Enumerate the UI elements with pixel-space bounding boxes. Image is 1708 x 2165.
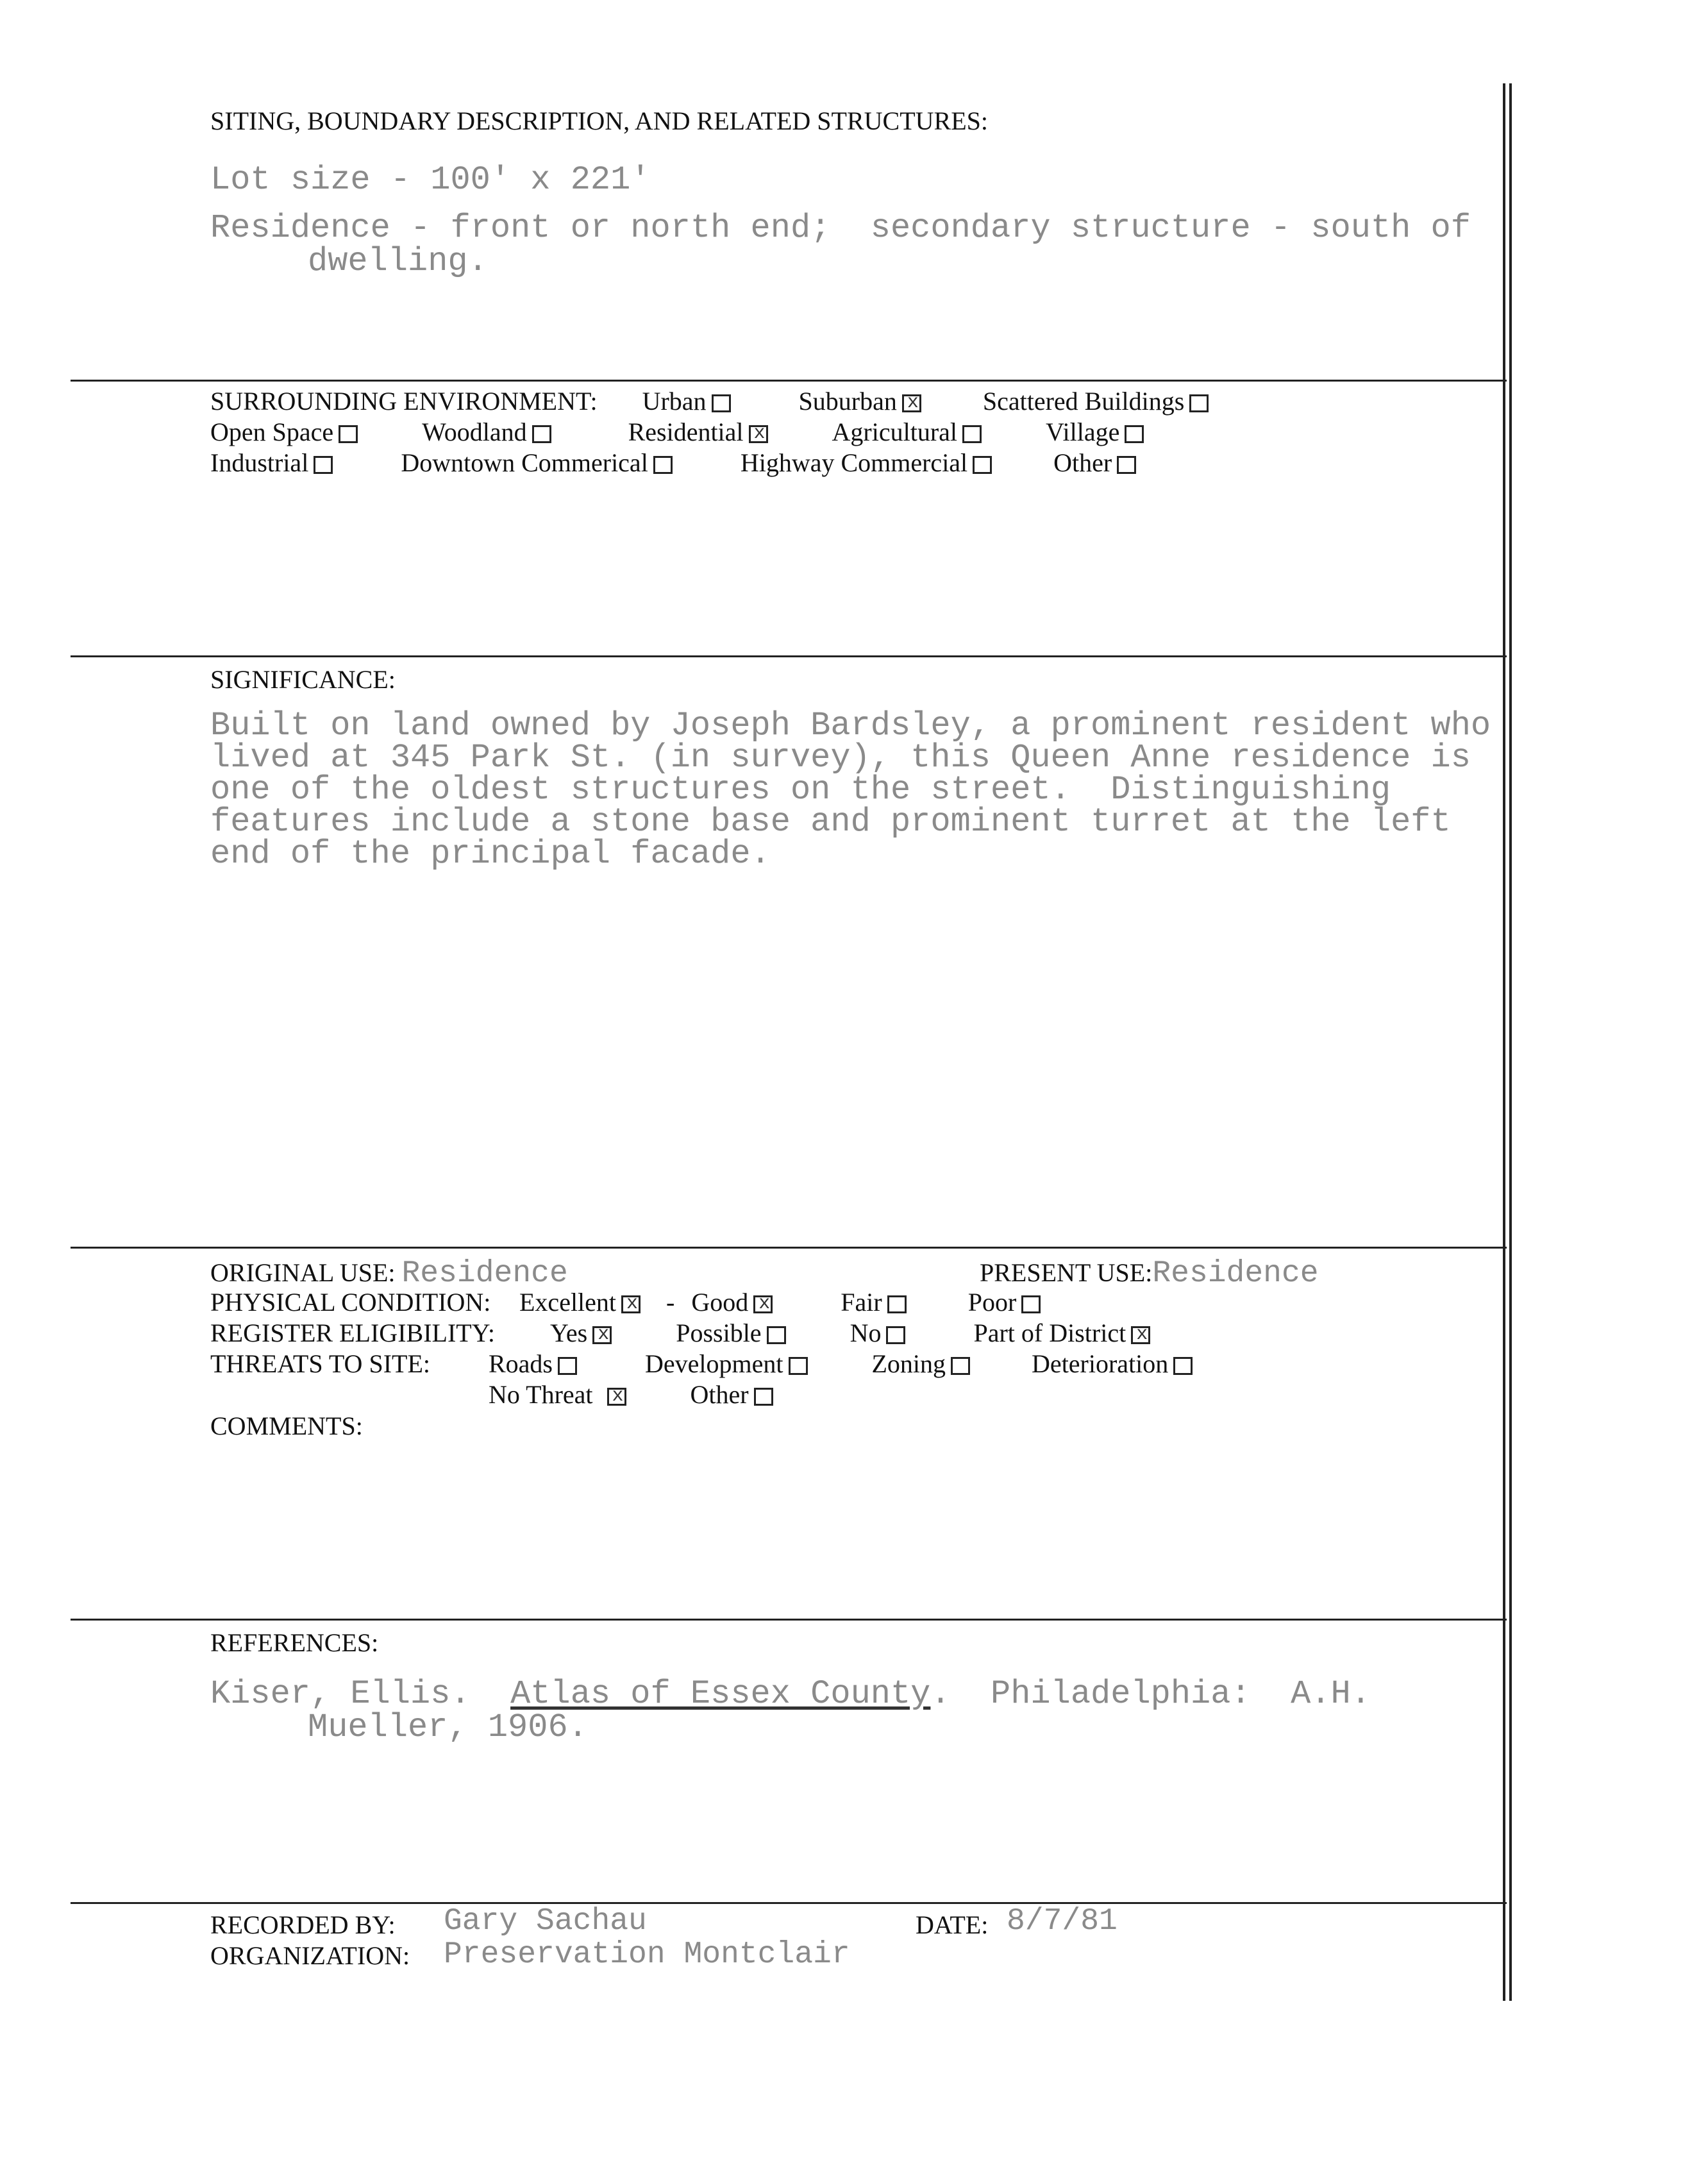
village-label: Village [1046,417,1120,446]
threats-options-row-1 [489,1349,1193,1379]
fair-checkbox[interactable] [887,1295,907,1313]
significance-line: features include a stone base and prominent turret at the left [210,803,1451,841]
environment-row-3 [210,448,1136,478]
organization-value: Preservation Montclair [444,1937,850,1972]
siting-line-3: dwelling. [308,242,488,280]
other-threat-label: Other [690,1380,749,1409]
woodland-checkbox[interactable] [532,425,551,443]
no-threat-checkbox[interactable] [607,1388,626,1406]
development-label: Development [645,1349,783,1378]
scattered-buildings-checkbox[interactable] [1189,394,1209,412]
section-divider [71,1247,1507,1249]
urban-label: Urban [642,387,707,416]
reference-title: Atlas of Essex County [510,1675,931,1713]
section-divider [71,1902,1507,1904]
zoning-checkbox[interactable] [951,1357,970,1375]
scattered-buildings-label: Scattered Buildings [982,387,1185,416]
yes-checkbox[interactable] [592,1326,612,1344]
reference-line-1 [210,1675,1371,1713]
part-of-district-checkbox[interactable] [1131,1326,1150,1344]
present-use-value: Residence [1152,1256,1319,1291]
woodland-label: Woodland [422,417,527,446]
right-border-line-inner [1509,83,1512,2001]
register-eligibility-label: REGISTER ELIGIBILITY: [210,1318,496,1347]
industrial-label: Industrial [210,448,309,477]
threats-label: THREATS TO SITE: [210,1349,430,1378]
threats-options-row-2 [489,1379,773,1410]
open-space-label: Open Space [210,417,334,446]
environment-row-1 [210,386,1209,417]
development-checkbox[interactable] [789,1357,808,1375]
no-label: No [850,1318,882,1347]
reference-line-2: Mueller, 1906. [308,1708,588,1746]
recorded-by-value: Gary Sachau [444,1904,647,1939]
village-checkbox[interactable] [1125,425,1144,443]
environment-heading: SURROUNDING ENVIRONMENT: [210,387,598,416]
poor-checkbox[interactable] [1021,1295,1041,1313]
siting-line-1: Lot size - 100' x 221' [210,161,651,199]
significance-line: one of the oldest structures on the street. Distinguishing [210,771,1391,809]
highway-commercial-label: Highway Commercial [740,448,968,477]
agricultural-label: Agricultural [832,417,958,446]
suburban-label: Suburban [798,387,897,416]
other-environment-checkbox[interactable] [1117,456,1136,474]
condition-dash: - [666,1288,675,1317]
present-use-row [980,1257,1319,1290]
downtown-commercial-label: Downtown Commerical [401,448,648,477]
yes-label: Yes [550,1318,588,1347]
possible-label: Possible [676,1318,762,1347]
section-divider [71,1619,1507,1621]
residential-label: Residential [628,417,744,446]
present-use-label: PRESENT USE: [980,1258,1153,1287]
reference-author: Kiser, Ellis. [210,1675,511,1713]
agricultural-checkbox[interactable] [962,425,982,443]
right-border-line [1503,83,1505,2001]
register-eligibility-options [550,1318,1150,1349]
other-environment-label: Other [1053,448,1112,477]
significance-line: end of the principal facade. [210,835,771,873]
environment-row-2 [210,417,1144,448]
open-space-checkbox[interactable] [339,425,358,443]
date-value: 8/7/81 [1007,1904,1118,1939]
good-checkbox[interactable] [753,1295,773,1313]
industrial-checkbox[interactable] [314,456,333,474]
other-threat-checkbox[interactable] [754,1388,773,1406]
comments-label: COMMENTS: [210,1411,363,1440]
date-label: DATE: [916,1910,989,1939]
urban-checkbox[interactable] [712,394,731,412]
suburban-checkbox[interactable] [902,394,921,412]
original-use-row [210,1257,568,1290]
references-heading: REFERENCES: [210,1628,379,1657]
recorded-by-label: RECORDED BY: [210,1910,396,1939]
physical-condition-options [519,1287,1041,1318]
residential-checkbox[interactable] [749,425,768,443]
part-of-district-label: Part of District [973,1318,1126,1347]
poor-label: Poor [967,1288,1017,1317]
organization-label: ORGANIZATION: [210,1941,410,1970]
excellent-label: Excellent [519,1288,617,1317]
deterioration-checkbox[interactable] [1173,1357,1193,1375]
roads-label: Roads [489,1349,553,1378]
no-checkbox[interactable] [886,1326,905,1344]
highway-commercial-checkbox[interactable] [973,456,992,474]
deterioration-label: Deterioration [1032,1349,1169,1378]
good-label: Good [691,1288,749,1317]
no-threat-label: No Threat [489,1380,593,1409]
zoning-label: Zoning [871,1349,946,1378]
siting-line-2: Residence - front or north end; secondary structure - south of [210,209,1471,247]
possible-checkbox[interactable] [767,1326,786,1344]
physical-condition-label: PHYSICAL CONDITION: [210,1288,491,1317]
downtown-commercial-checkbox[interactable] [653,456,673,474]
section-divider [71,655,1507,657]
fair-label: Fair [841,1288,882,1317]
reference-publisher: . Philadelphia: A.H. [930,1675,1371,1713]
significance-line: lived at 345 Park St. (in survey), this Queen Anne residence is [210,739,1471,777]
significance-line: Built on land owned by Joseph Bardsley, a prominent resident who [210,707,1491,745]
section-divider [71,380,1507,382]
roads-checkbox[interactable] [558,1357,577,1375]
original-use-value: Residence [401,1256,568,1291]
significance-heading: SIGNIFICANCE: [210,665,396,694]
excellent-checkbox[interactable] [621,1295,640,1313]
original-use-label: ORIGINAL USE: [210,1258,396,1287]
siting-heading: SITING, BOUNDARY DESCRIPTION, AND RELATED STRUCTURES: [210,106,989,135]
